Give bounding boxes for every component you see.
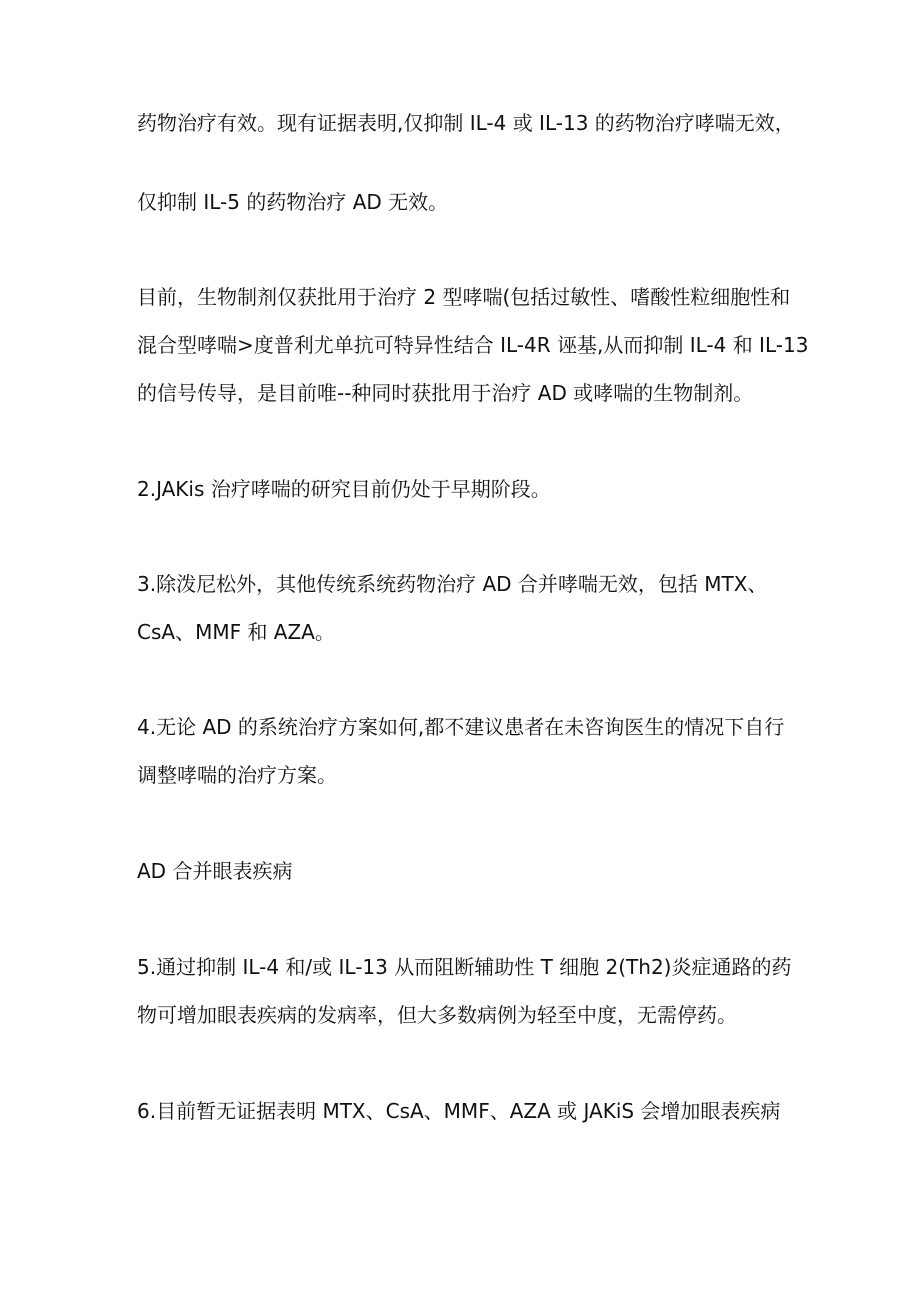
text-line-4: 混合型哮喘>度普利尤单抗可特异性结合 IL-4R 诬基,从而抑制 IL-4 和 IL-13 [137, 333, 809, 357]
text-line-5: 的信号传导，是目前唯--种同时获批用于治疗 AD 或哮喘的生物制剂。 [137, 381, 754, 405]
text-line-14: 6.目前暂无证据表明 MTX、CsA、MMF、AZA 或 JAKiS 会增加眼表疾病 [137, 1099, 781, 1123]
text-line-12: 5.通过抑制 IL-4 和/或 IL-13 从而阻断辅助性 T 细胞 2(Th2)炎症通路的药 [137, 955, 792, 979]
text-line-1: 药物治疗有效。现有证据表明,仅抑制 IL-4 或 IL-13 的药物治疗哮喘无效， [137, 111, 795, 135]
text-line-2: 仅抑制 IL-5 的药物治疗 AD 无效。 [137, 190, 449, 214]
text-line-10: 调整哮喘的治疗方案。 [137, 763, 337, 787]
text-line-8: CsA、MMF 和 AZA。 [137, 620, 335, 644]
text-line-3: 目前，生物制剂仅获批用于治疗 2 型哮喘(包括过敏性、嗜酸性粒细胞性和 [137, 285, 791, 309]
text-line-9: 4.无论 AD 的系统治疗方案如何,都不建议患者在未咨询医生的情况下自行 [137, 715, 785, 739]
text-line-13: 物可增加眼表疾病的发病率，但大多数病例为轻至中度，无需停药。 [137, 1003, 737, 1027]
text-line-6: 2.JAKis 治疗哮喘的研究目前仍处于早期阶段。 [137, 477, 551, 501]
section-heading: AD 合并眼表疾病 [137, 859, 293, 883]
text-line-7: 3.除泼尼松外，其他传统系统药物治疗 AD 合并哮喘无效，包括 MTX、 [137, 572, 768, 596]
